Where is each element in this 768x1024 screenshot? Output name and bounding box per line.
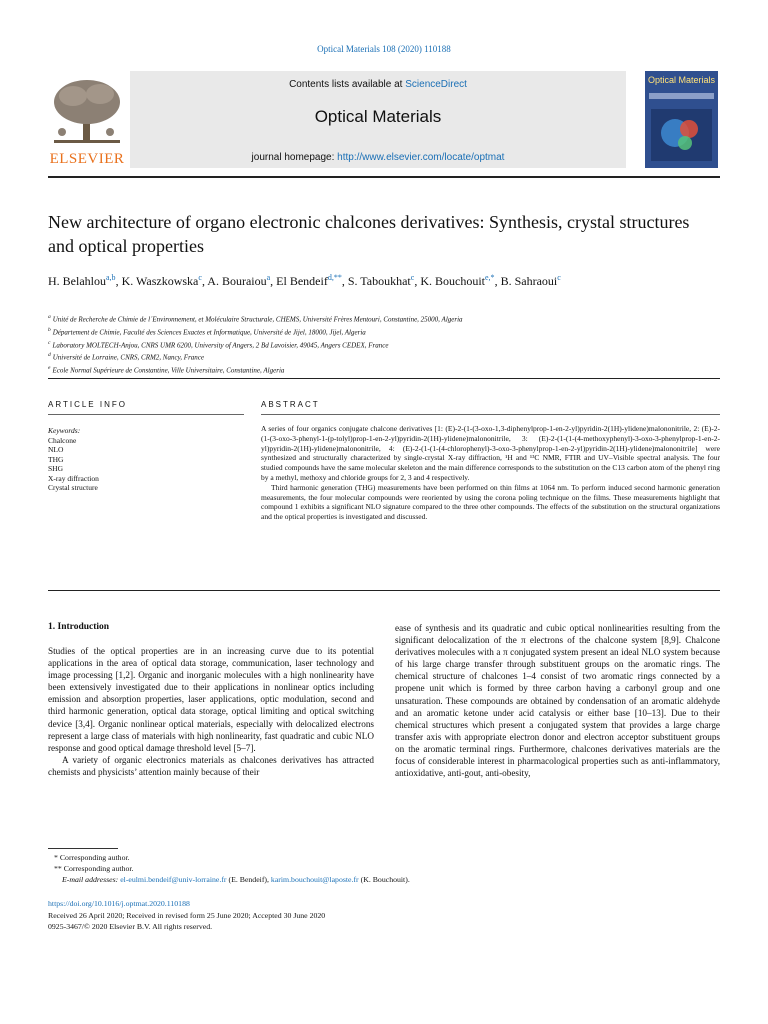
elsevier-wordmark: ELSEVIER [49, 151, 125, 167]
keywords-list [48, 436, 238, 493]
author-name: K. Bouchouit [420, 274, 485, 288]
body-paragraph: Studies of the optical properties are in an increasing curve due to its potential applications in the area of optical data storage, communication, laser technology and image processing [1,2]. Organic and inorganic molecules with a high nonlinearity have been extensively investigated due to their applications in nonlinear optics including emission and absorption properties, laser applications, optic modulation, second and third harmonic generation, optical data storage, optical limiting and optical switching device [3,4]. Organic nonlinear optical materials, especially with delocalized electrons represent a large class of materials with high nonlinearity, fast quadratic and cubic NLO response and good optical damage threshold level [5–7]. [48, 646, 374, 753]
author-name: A. Bouraiou [207, 274, 267, 288]
affiliation-mark: d [48, 352, 51, 359]
author-affiliation-mark[interactable]: e,* [485, 273, 495, 282]
footnotes [48, 852, 720, 885]
affiliation-mark: c [48, 339, 51, 346]
author-list [48, 269, 708, 290]
author-affiliation-mark[interactable]: c [410, 273, 415, 282]
abstract-paragraph: A series of four organics conjugate chalcone derivatives [1: (E)-2-(1-(3-oxo-1,3-diphenylprop-1-en-2-yl)pyridin-2(1H)-ylidene)malononitrile, 2: (E)-2-(1-(3-oxo-3-phenyl-1-(p-tolyl)prop-1-en-2-yl)pyridin-2(1H)-ylidene)malononitrile, 3: (E)-2-(1-(1-(4-methoxyphenyl)-3-oxo-3-phenylprop-1-en-2-yl)pyridin-2(1H)-ylidene)malononitrile, 4: (E)-2-(1-(1-(4-chlorophenyl)-3-oxo-3-phenylprop-1-en-2-yl)pyridin-2(1H)-ylidene)malononitrile] were synthesized and structurally characterized by single-crystal X-ray diffraction, ¹H and ¹³C NMR, FTIR and UV–Visible spectral analysis. The four studied compounds have the same molecular skeleton and the main difference corresponds to the substitution on the C13 carbon atom of the phenyl ring by a methyl, methoxy and chloride groups for 2, 3 and 4 respectively. [261, 424, 720, 482]
citation-link[interactable]: Optical Materials 108 (2020) 110188 [317, 44, 451, 54]
contents-available: Contents lists available at ScienceDirect [289, 79, 467, 90]
author-name: S. Taboukhat [347, 274, 411, 288]
author-separator: , [414, 274, 421, 288]
body-column-right [395, 622, 720, 779]
author-separator: , [270, 274, 277, 288]
keyword: Crystal structure [48, 483, 98, 492]
section-heading-introduction: 1. Introduction [48, 622, 110, 632]
affiliation-mark: a [48, 314, 51, 320]
author [122, 274, 208, 288]
email-addresses: E-mail addresses: el-eulmi.bendeif@univ-lorraine.fr (E. Bendeif), karim.bouchouit@laposte.fr (K. Bouchouit). [62, 875, 410, 884]
keyword: NLO [48, 445, 64, 454]
corresponding-author-2: ** Corresponding author. [54, 864, 134, 873]
affiliation-text: Laboratory MOLTECH-Anjou, CNRS UMR 6200, University of Angers, 2 Bd Lavoisier, 49045, Angers CEDEX, France [52, 340, 389, 349]
keyword: Chalcone [48, 435, 77, 445]
author-affiliation-mark[interactable]: d,** [327, 273, 342, 282]
affiliation [48, 325, 708, 338]
abstract-rule [261, 414, 720, 415]
affiliation [48, 338, 708, 351]
journal-banner [130, 71, 626, 168]
affiliation-mark: b [48, 326, 51, 333]
author-name: El Bendeif [276, 274, 328, 288]
publication-info [48, 898, 720, 933]
affiliation-list [48, 312, 708, 376]
email-link-bouchouit[interactable]: karim.bouchouit@laposte.fr [270, 875, 359, 884]
abstract-bottom-divider [48, 590, 720, 591]
doi-link[interactable]: https://doi.org/10.1016/j.optmat.2020.110188 [48, 899, 190, 908]
author [48, 274, 122, 288]
article-info-rule [48, 414, 244, 415]
author-affiliation-mark[interactable]: a [266, 273, 271, 282]
affiliation-mark: e [48, 365, 51, 372]
affiliation-text: Université de Lorraine, CNRS, CRM2, Nancy, France [52, 353, 205, 362]
author-affiliation-mark[interactable]: c [557, 273, 561, 282]
affiliation [48, 363, 708, 376]
affiliation-text: Unité de Recherche de Chimie de l´Environnement, et Moléculaire Structurale, CHEMS, Université Frères Mentouri, Constantine, 25000, Algeria [52, 315, 463, 324]
author [420, 274, 500, 288]
journal-cover [645, 71, 718, 168]
author-affiliation-mark[interactable]: a,b [106, 273, 116, 282]
journal-title: Optical Materials [314, 107, 442, 126]
journal-homepage: journal homepage: http://www.elsevier.com/locate/optmat [251, 152, 505, 163]
body-column-left [48, 645, 374, 778]
abstract-heading: ABSTRACT [261, 400, 320, 409]
cover-art-icon [645, 71, 718, 168]
author [501, 274, 561, 288]
affiliation [48, 312, 708, 325]
author [207, 274, 276, 288]
abstract-text [261, 424, 720, 522]
elsevier-logo [48, 76, 126, 168]
tree-icon [48, 76, 126, 148]
affiliation [48, 350, 708, 363]
keyword: X-ray diffraction [48, 473, 99, 483]
affiliation-text: Ecole Normal Supérieure de Constantine, Ville Universitaire, Constantine, Algeria [52, 366, 285, 375]
keywords-block [48, 426, 238, 493]
author-affiliation-mark[interactable]: c [198, 273, 202, 282]
author-separator: , [115, 274, 122, 288]
body-paragraph: A variety of organic electronics materials as chalcones derivatives has attracted chemists and physicists’ attention mainly because of their [48, 754, 374, 777]
homepage-link[interactable]: http://www.elsevier.com/locate/optmat [337, 152, 505, 163]
article-info-heading: ARTICLE INFO [48, 400, 127, 409]
email-link-bendeif[interactable]: el-eulmi.bendeif@univ-lorraine.fr [120, 875, 227, 884]
keyword: THG [48, 454, 64, 464]
received-dates: Received 26 April 2020; Received in revised form 25 June 2020; Accepted 30 June 2020 [48, 910, 326, 920]
author-name: K. Waszkowska [121, 274, 199, 288]
author-separator: , [201, 274, 208, 288]
affiliation-text: Département de Chimie, Faculté des Sciences Exactes et Informatique, Université de Jijel, 18000, Jijel, Algeria [52, 328, 366, 337]
abstract-paragraph: Third harmonic generation (THG) measurements have been performed on thin films at 1064 nm. To perform induced second harmonic generation measurements, the four molecular compounds were reoriented by using the corona poling technique on the films. These measurements highlight that compound 1 exhibits a significant NLO signature compared to the three other compounds. The effects of the substitution on the structural organizations and the optical properties is investigated and discussed. [261, 482, 720, 522]
affiliation-divider [48, 378, 720, 379]
author-name: B. Sahraoui [500, 274, 558, 288]
author-separator: , [341, 274, 348, 288]
keywords-label: Keywords: [48, 426, 81, 435]
footnote-divider [48, 848, 118, 849]
corresponding-author-1: * Corresponding author. [54, 853, 130, 862]
cover-title: Optical Materials [648, 75, 716, 85]
sciencedirect-link[interactable]: ScienceDirect [405, 79, 467, 90]
keyword: SHG [48, 464, 64, 473]
author [348, 274, 421, 288]
body-paragraph: ease of synthesis and its quadratic and cubic optical nonlinearities resulting from the significant delocalization of the π electrons of the chalcone system [8,9]. Chalcone derivatives molecules with a π conjugated system present an ideal NLO system because of his large charge transfer through substituent groups on the aromatic rings. The chemical structure of chalcones 1–4 consist of two aromatic rings connected by a propene unit which is formed by three carbon having a carbonyl group and one unsaturation. These compounds are obtained by condensation of an aromatic aldehyde and an aromatic ketone under acid catalysis or either base [10–13]. Due to their chemical structures which present a conjugated system that provides a large charge transfer axis with appropriate electron donor and electron acceptor substituent groups on the aromatic terminal rings. Furthermore, chalcones derivatives materials are the focus of considerable interest in pharmacological properties such as anti-inflammatory, antioxidative, anti-gout, anti-obesity, [395, 623, 720, 779]
author-name: H. Belahlou [48, 274, 106, 288]
header-divider [48, 176, 720, 178]
article-title: New architecture of organo electronic chalcones derivatives: Synthesis, crystal structures and optical properties [48, 212, 690, 256]
author-separator: , [494, 274, 501, 288]
copyright-notice: 0925-3467/© 2020 Elsevier B.V. All rights reserved. [48, 922, 213, 931]
author [276, 274, 348, 288]
